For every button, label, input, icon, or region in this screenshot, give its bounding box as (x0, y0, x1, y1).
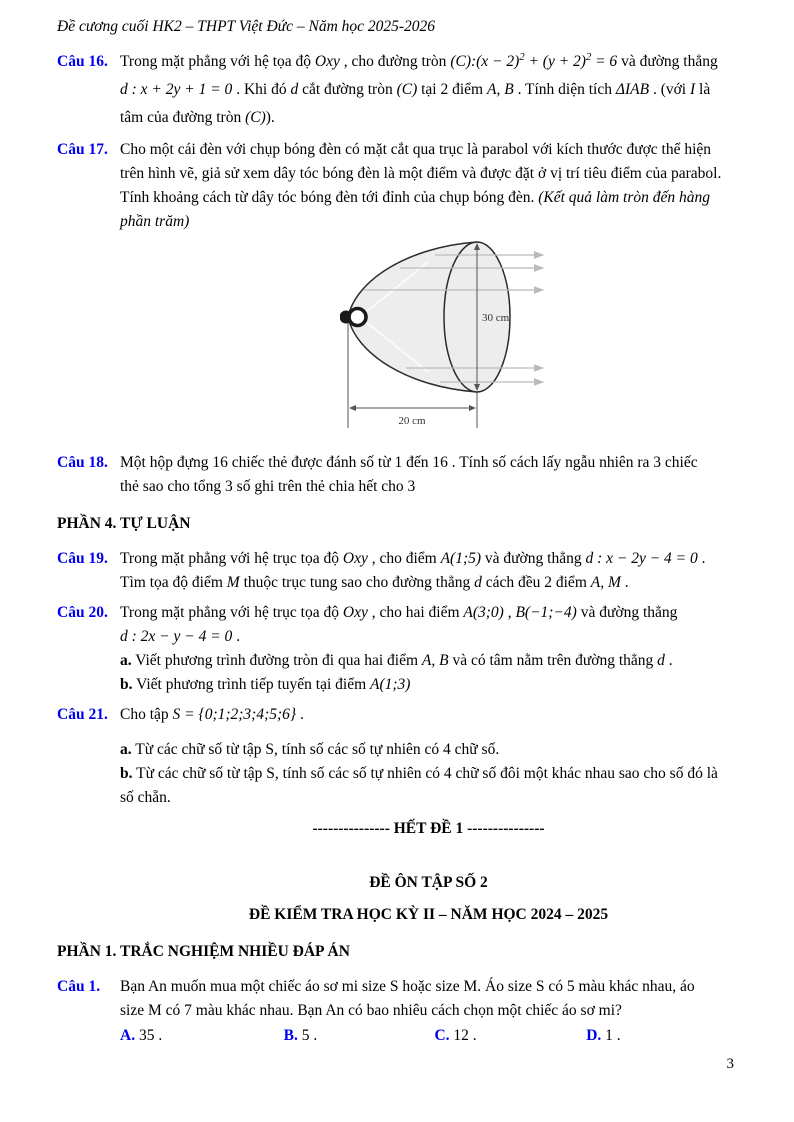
height-dimension-label: 30 cm (482, 312, 510, 324)
text-run: 2 (585, 51, 592, 63)
answer-letter: C. (434, 1027, 450, 1044)
answer-text: 1 . (601, 1027, 621, 1044)
text-run: , (503, 604, 516, 621)
text-run: Trong mặt phẳng với hệ tọa độ (120, 53, 315, 70)
question-line (120, 76, 737, 104)
question-line (120, 162, 737, 186)
text-run: d : x − 2y − 4 = 0 (585, 550, 698, 567)
text-run: và đường thẳng (576, 604, 678, 621)
question-line (120, 762, 737, 786)
text-run: size M có 7 màu khác nhau. Bạn An có bao nhiêu cách chọn một chiếc áo sơ mi? (120, 1002, 622, 1019)
text-run: ΔIAB (615, 81, 650, 98)
question-label: Câu 18. (57, 454, 108, 471)
question-q17 (57, 138, 737, 234)
text-run: Từ các chữ số từ tập S, tính số các số tự nhiên có 4 chữ số đôi một khác nhau sao cho số đó là (132, 765, 718, 782)
question-label: Câu 17. (57, 141, 108, 158)
question-line (120, 975, 737, 999)
text-run: số chẵn. (120, 789, 171, 806)
question-body (120, 547, 737, 595)
question-body (120, 138, 737, 234)
question-label: Câu 21. (57, 706, 108, 723)
question-body (120, 975, 737, 1048)
text-run: Viết phương trình tiếp tuyến tại điểm (132, 676, 371, 693)
question-line (120, 48, 737, 76)
text-run: d : 2x − y − 4 = 0 (120, 628, 233, 645)
text-run: 2 (519, 51, 525, 63)
text-run: A(1;5) (440, 550, 482, 567)
question-line (120, 138, 737, 162)
question-label: Câu 19. (57, 550, 108, 567)
answer-letter: B. (283, 1027, 298, 1044)
question-line (120, 703, 737, 727)
text-run: Từ các chữ số từ tập S, tính số các số tự nhiên có 4 chữ số. (131, 741, 500, 758)
text-run: . (664, 652, 673, 669)
text-run: . (620, 574, 629, 591)
question-line (120, 999, 737, 1023)
text-run: d (657, 652, 665, 669)
question-q19 (57, 547, 737, 595)
question-line (120, 451, 737, 475)
page-number: 3 (726, 1056, 734, 1072)
question-q20 (57, 601, 737, 697)
question-body (120, 703, 737, 810)
text-run: cách đều 2 điểm (481, 574, 591, 591)
text-run: Một hộp đựng 16 chiếc thẻ được đánh số từ 1 đến 16 . Tính số cách lấy ngẫu nhiên ra 3 chiếc (120, 454, 698, 471)
text-run: b. (120, 676, 133, 693)
width-dimension-label: 20 cm (398, 415, 426, 427)
text-run: . Tính diện tích (513, 81, 616, 98)
text-run: và có tâm nằm trên đường thẳng (448, 652, 658, 669)
question-line (120, 786, 737, 810)
text-run: d (474, 574, 482, 591)
text-run: S = {0;1;2;3;4;5;6} (172, 706, 297, 723)
question-line (120, 649, 737, 673)
answer-option-A (120, 1023, 284, 1048)
question-body (120, 451, 737, 499)
text-run: và đường thẳng (617, 53, 718, 70)
exam-title-de-on-tap-2: ĐỀ ÔN TẬP SỐ 2 (369, 874, 488, 891)
text-run: , cho hai điểm (367, 604, 464, 621)
text-run: (C) (396, 81, 418, 98)
question-label: Câu 16. (57, 53, 108, 70)
text-run: a. (120, 741, 132, 758)
text-run: phần trăm) (120, 213, 190, 230)
text-run: thẻ sao cho tổng 3 số ghi trên thẻ chia hết cho 3 (120, 478, 416, 495)
question-q1 (57, 975, 737, 1048)
text-run: a. (120, 652, 132, 669)
question-body (120, 601, 737, 697)
text-run: A(1;3) (370, 676, 411, 693)
text-run: + (y + 2) (524, 53, 586, 70)
text-run: ). (265, 109, 275, 126)
text-run: (Kết quả làm tròn đến hàng (538, 189, 710, 206)
text-run: trên hình vẽ, giả sử xem dây tóc bóng đèn là một điểm và được đặt ở vị trí tiêu điểm của parabol. (120, 165, 722, 182)
text-run: = 6 (591, 53, 618, 70)
text-run: A, B (487, 81, 514, 98)
text-run: A, B (421, 652, 449, 669)
question-line (120, 186, 737, 210)
question-line (120, 475, 737, 499)
text-run: M (226, 574, 240, 591)
question-line (120, 210, 737, 234)
text-run: Bạn An muốn mua một chiếc áo sơ mi size S hoặc size M. Áo size S có 5 màu khác nhau, áo (120, 978, 695, 995)
question-q16 (57, 48, 737, 132)
section-heading-phan1: PHẦN 1. TRẮC NGHIỆM NHIỀU ĐÁP ÁN (57, 943, 350, 960)
exam-title-de-kiem-tra: ĐỀ KIỂM TRA HỌC KỲ II – NĂM HỌC 2024 – 2025 (248, 906, 609, 923)
answer-letter: D. (586, 1027, 602, 1044)
answer-option-B (284, 1023, 435, 1048)
document-body (57, 48, 737, 1048)
question-line (120, 673, 737, 697)
text-run: d : x + 2y + 1 = 0 (120, 81, 233, 98)
text-run: Trong mặt phẳng với hệ trục tọa độ (120, 550, 343, 567)
question-body (120, 48, 737, 132)
text-run: Oxy (342, 604, 368, 621)
bulb-icon (340, 309, 366, 326)
text-run: Cho tập (120, 706, 173, 723)
question-q18 (57, 451, 737, 499)
text-run: Oxy (342, 550, 368, 567)
question-line (120, 601, 737, 625)
text-run: , cho điểm (367, 550, 441, 567)
text-run: . (232, 628, 241, 645)
text-run: (C):(x − 2) (450, 53, 520, 70)
text-run: A, M (590, 574, 621, 591)
answer-option-C (434, 1023, 586, 1048)
answer-text: 35 . (135, 1027, 163, 1044)
question-line (120, 571, 737, 595)
text-run: Viết phương trình đường tròn đi qua hai điểm (131, 652, 422, 669)
text-run: d (290, 81, 299, 98)
text-run: . (296, 706, 304, 723)
question-q21 (57, 703, 737, 810)
text-run: thuộc trục tung sao cho đường thẳng (239, 574, 475, 591)
answer-letter: A. (120, 1027, 136, 1044)
text-run: B(−1;−4) (515, 604, 577, 621)
text-run: I (690, 81, 696, 98)
question-line (120, 625, 737, 649)
answer-row (120, 1023, 737, 1048)
text-run: là (695, 81, 711, 98)
answer-text: 12 . (449, 1027, 477, 1044)
text-run: b. (120, 765, 133, 782)
question-line (120, 738, 737, 762)
lamp-figure (340, 240, 555, 437)
text-run: (C) (245, 109, 266, 126)
answer-text: 5 . (297, 1027, 318, 1044)
text-run: Oxy (314, 53, 340, 70)
end-of-exam-divider: --------------- HẾT ĐỀ 1 --------------- (312, 820, 545, 837)
question-label: Câu 1. (57, 978, 101, 995)
text-run: Tính khoảng cách từ dây tóc bóng đèn tới đỉnh của chụp bóng đèn. (120, 189, 539, 206)
question-label: Câu 20. (57, 604, 108, 621)
question-line (120, 547, 737, 571)
text-run: . (697, 550, 706, 567)
document-header: Đề cương cuối HK2 – THPT Việt Đức – Năm học 2025-2026 (57, 18, 436, 35)
text-run: tại 2 điểm (417, 81, 487, 98)
text-run: tâm của đường tròn (120, 109, 246, 126)
text-run: . Khi đó (232, 81, 291, 98)
text-run: Tìm tọa độ điểm (120, 574, 227, 591)
text-run: , cho đường tròn (339, 53, 451, 70)
text-run: và đường thẳng (481, 550, 586, 567)
lamp-figure-svg (340, 240, 555, 432)
text-run: A(3;0) (463, 604, 504, 621)
text-run: Trong mặt phẳng với hệ trục tọa độ (120, 604, 343, 621)
section-heading-phan4: PHẦN 4. TỰ LUẬN (57, 515, 191, 532)
text-run: cắt đường tròn (298, 81, 397, 98)
question-line (120, 104, 737, 132)
answer-option-D (586, 1023, 737, 1048)
text-run: . (với (649, 81, 690, 98)
text-run: Cho một cái đèn với chụp bóng đèn có mặt cắt qua trục là parabol với kích thước được thể hiện (120, 141, 712, 158)
